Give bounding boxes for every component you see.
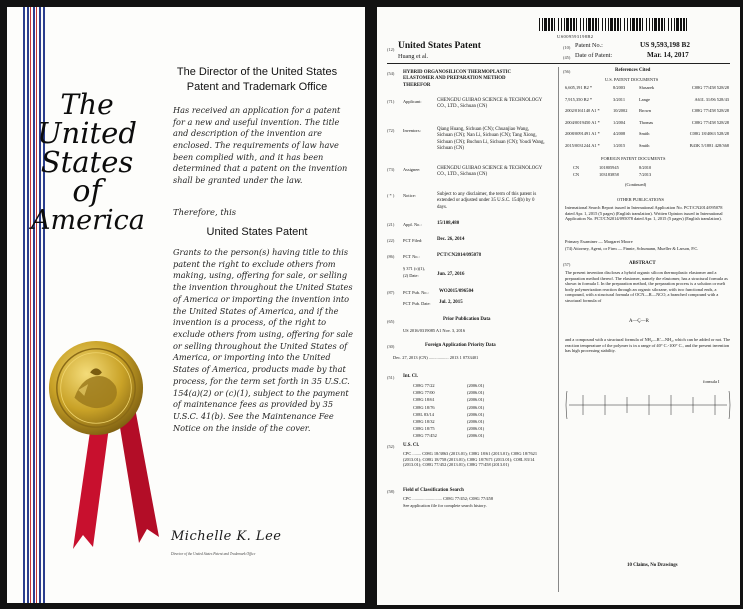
certificate-intro-paragraph: Has received an application for a patent for a new and useful invention. The title and description of the invention are enclosed. The requirements of law have been complied with, and it has been determined that a patent on the invention shall be granted under the law.: [173, 105, 348, 185]
patent-number: US 9,593,198 B2: [640, 41, 690, 49]
barcode-bar: [592, 18, 594, 31]
field-code: (65): [387, 319, 395, 324]
barcode-bar: [680, 18, 682, 31]
barcode-bar: [570, 18, 572, 31]
barcode-bar: [642, 18, 643, 31]
barcode-bar: [671, 18, 672, 31]
primary-examiner: Primary Examiner — Margaret Moore: [565, 239, 633, 244]
s371-sublabel: (2) Date:: [403, 273, 419, 278]
foreign-doc-cell: 8/2010: [639, 165, 652, 170]
barcode-bar: [639, 18, 641, 31]
pct-pub-date-value: Jul. 2, 2015: [439, 300, 463, 305]
barcode-number: US009593198B2: [557, 34, 594, 39]
notice-label: Notice:: [403, 193, 416, 198]
us-doc-cell: Brown: [639, 108, 651, 113]
int-cl-code: C08G 18/76: [413, 404, 435, 410]
attorney-agent: (74) Attorney, Agent, or Firm — Finnie, Schumann, Mueller & Larson, P.C.: [565, 246, 699, 251]
us-doc-cell: 2015/0031244 A1 *: [565, 142, 600, 148]
abstract-text-2: and a compound with a structural formula of NH₂—R'—NH₂, which can be added or not. The reaction temperature of the polymer is in a range of 40° C.-100° C., and the present invention has high processing stability.: [565, 337, 731, 353]
barcode-bar: [583, 18, 584, 31]
int-cl-version: (2006.01): [467, 404, 485, 410]
barcode-bar: [632, 18, 635, 31]
title-word: of: [72, 174, 102, 209]
barcode-bar: [664, 18, 665, 31]
appl-no-label: Appl. No.:: [403, 222, 422, 227]
us-doc-cell: C08G 77/458 528/28: [691, 85, 729, 90]
us-doc-cell: C08G 77/458 528/28: [691, 108, 729, 113]
border-stripe: [23, 7, 25, 603]
abstract-formula: A—Ç—R: [629, 319, 649, 324]
heading-line: Patent and Trademark Office: [186, 80, 328, 93]
us-doc-cell: 1/2004: [613, 119, 626, 125]
s371-date: Jun. 27, 2016: [437, 272, 465, 277]
us-doc-cell: 2002/0161140 A1 *: [565, 108, 600, 113]
inventors-short: Huang et al.: [398, 53, 429, 60]
barcode-bar: [630, 18, 631, 31]
us-doc-cell: 6,605,191 B2 *: [565, 85, 593, 90]
gold-seal-icon: [47, 339, 145, 437]
patent-date: Mar. 14, 2017: [647, 51, 689, 59]
pct-filed-value: Dec. 26, 2014: [437, 237, 465, 242]
barcode-bar: [617, 18, 619, 31]
other-publications-heading: OTHER PUBLICATIONS: [617, 197, 664, 202]
claims-count: 10 Claims, No Drawings: [627, 563, 678, 568]
us-doc-cell: A61L 31/06 528/43: [694, 96, 729, 102]
us-doc-cell: 2008/0091491 A1 *: [565, 131, 600, 136]
barcode-bar: [668, 18, 669, 31]
int-cl-label: Int. Cl.: [403, 374, 418, 379]
pct-pub-label: PCT Pub. No.:: [403, 290, 429, 295]
barcode-bar: [652, 18, 653, 31]
barcode-bar: [683, 18, 685, 31]
int-cl-version: (2006.01): [467, 419, 485, 424]
foreign-doc-cell: 7/2013: [639, 171, 652, 177]
assignee-label: Assignee:: [403, 167, 421, 172]
barcode-bar: [610, 18, 613, 31]
barcode-bar: [661, 18, 663, 31]
int-cl-version: (2006.01): [467, 411, 485, 417]
us-doc-cell: C08G 18/4063 528/28: [689, 131, 729, 136]
us-doc-cell: 3/2011: [613, 96, 626, 102]
field-code: (54): [387, 71, 395, 76]
prior-pub-heading: Prior Publication Data: [443, 317, 491, 322]
int-cl-code: C08L 83/14: [413, 411, 434, 417]
appl-no-value: 15/108,480: [437, 221, 460, 226]
barcode-bar: [620, 18, 621, 31]
heading-line: The Director of the United States: [176, 66, 338, 78]
barcode-bar: [573, 18, 575, 31]
int-cl-code: C08G 18/32: [413, 419, 435, 424]
barcode-bar: [544, 18, 547, 31]
barcode-bar: [646, 18, 647, 31]
title-word: United: [37, 116, 137, 150]
field-code: (51): [387, 375, 395, 380]
field-code: (30): [387, 344, 395, 349]
barcode-bar: [595, 18, 597, 31]
barcode-bar: [627, 18, 628, 31]
int-cl-version: (2006.01): [467, 397, 485, 403]
date-label: Date of Patent:: [575, 52, 613, 59]
barcode-bar: [539, 18, 540, 31]
pct-no-value: PCT/CN2014/095078: [437, 253, 482, 258]
barcode-bar: [566, 18, 569, 31]
us-doc-cell: 4/2008: [613, 131, 626, 136]
applicant-value: CHENGDU GUIBAO SCIENCE & TECHNOLOGY CO., LTD., Sichuan (CN): [437, 98, 543, 110]
foreign-docs-heading: FOREIGN PATENT DOCUMENTS: [601, 156, 666, 161]
united-states-of-america-title: [31, 88, 145, 236]
field-code: (71): [387, 99, 395, 104]
barcode-icon: [539, 18, 689, 31]
references-heading: References Cited: [615, 68, 651, 73]
int-cl-code: C08G 77/452: [413, 433, 437, 439]
border-stripe: [27, 7, 29, 603]
patent-no-label: Patent No.:: [575, 42, 603, 49]
certificate-patent-label: United States Patent: [206, 226, 308, 238]
barcode-bar: [580, 18, 581, 31]
int-cl-version: (2006.01): [467, 383, 485, 388]
barcode-bar: [674, 18, 675, 31]
us-doc-cell: Lange: [639, 96, 650, 102]
field-code: ( * ): [387, 193, 395, 198]
barcode-bar: [558, 18, 559, 31]
barcode-bar: [658, 18, 660, 31]
foreign-doc-cell: CN: [573, 171, 580, 177]
field-code: (21): [387, 222, 395, 227]
barcode-bar: [542, 18, 543, 31]
field-code: (72): [387, 128, 395, 133]
barcode-bar: [624, 18, 625, 31]
certificate-grant-paragraph: Grants to the person(s) having title to this patent the right to exclude others from making, using, offering for sale, or selling the invention throughout the United States of America or importing the invention into the United States of America, and if the invention is a process, of the right to exclude others from using, offering for sale or selling throughout the United States of America, or importing into the United States of America, products made by that process, for the term set forth in 35 U.S.C. 154(a)(2) or (c)(1), subject to the payment of maintenance fees as provided by 35 U.S.C. 41(b). See the Maintenance Fee Notice on the inside of the cover.: [173, 247, 353, 433]
director-signature: Michelle K. Lee: [171, 529, 282, 544]
us-doc-cell: 7,915,350 B2 *: [565, 96, 593, 102]
abstract-heading: ABSTRACT: [629, 261, 656, 266]
int-cl-code: C08G 77/00: [413, 390, 435, 396]
inventors-label: Inventors:: [403, 128, 421, 133]
structural-formula-icon: [565, 385, 731, 425]
foreign-doc-cell: CN: [573, 165, 580, 170]
us-cl-label: U.S. Cl.: [403, 443, 420, 448]
barcode-bar: [649, 18, 650, 31]
barcode-bar: [564, 18, 565, 31]
us-doc-cell: Smith: [639, 131, 650, 136]
notice-value: Subject to any disclaimer, the term of this patent is extended or adjusted under 35 U.S.C. 154(b) by 0 days.: [437, 192, 537, 210]
int-cl-version: (2006.01): [467, 433, 485, 439]
field-code: (73): [387, 167, 395, 172]
us-doc-cell: 1/2015: [613, 142, 626, 148]
field-code: (52): [387, 444, 395, 449]
us-doc-cell: Slusarek: [639, 85, 655, 90]
s371-label: § 371 (c)(1),: [403, 266, 426, 271]
pct-no-label: PCT No.:: [403, 254, 420, 259]
title-word: America: [31, 205, 145, 236]
title-word: The: [60, 88, 114, 121]
pct-pub-date-label: PCT Pub. Date:: [403, 301, 431, 306]
field-of-search-label: Field of Classification Search: [403, 488, 464, 493]
patent-header-title: United States Patent: [398, 41, 481, 51]
barcode-bar: [551, 18, 553, 31]
us-cl-value: CPC ........ C08G 18/3863 (2013.01); C08G 18/61 (2013.01); C08G 18/7621 (2013.01); C08G 18/758 (2013.01); C08G 18/7671 (2013.01); C08L 83/14 (2013.01); C08G 77/452 (2013.01); C08G 77/458 (2013.01): [403, 451, 538, 467]
barcode-bar: [654, 18, 657, 31]
prior-pub-row: US 2016/0319085 A1 Nov. 3, 2016: [403, 328, 466, 333]
barcode-bar: [636, 18, 638, 31]
us-doc-cell: Thomas: [639, 119, 654, 125]
barcode-bar: [614, 18, 616, 31]
field-code: (87): [387, 290, 395, 295]
foreign-priority-heading: Foreign Application Priority Data: [425, 343, 496, 348]
date-code: (45): [563, 55, 571, 60]
field-code: (57): [563, 262, 571, 267]
inventors-value: Qiang Huang, Sichuan (CN); Chuanjiao Wang, Sichuan (CN); Nan Li, Sichuan (CN); Tang Xiong, Sichuan (CN); Buchun Li, Sichuan (CN); Youdi Wang, Sichuan (CN): [437, 127, 545, 151]
int-cl-code: C08G 77/22: [413, 383, 435, 388]
int-cl-version: (2006.01): [467, 390, 485, 396]
us-doc-cell: 2004/0019450 A1 *: [565, 119, 600, 125]
barcode-bar: [576, 18, 577, 31]
column-divider: [558, 67, 559, 592]
certificate-therefore: Therefore, this: [173, 207, 237, 217]
certificate-heading: [157, 65, 357, 95]
foreign-priority-row: Dec. 27, 2013 (CN) .................. 2013 1 0733401: [393, 355, 479, 360]
int-cl-code: C08G 18/61: [413, 397, 435, 403]
pct-pub-value: WO2015/096504: [439, 289, 474, 294]
field-of-search-cpc: CPC ........................... C08G 77/452; C08G 77/458: [403, 496, 494, 501]
assignee-value: CHENGDU GUIBAO SCIENCE & TECHNOLOGY CO., LTD., Sichuan (CN): [437, 166, 543, 178]
continued-note: (Continued): [625, 182, 647, 187]
us-doc-cell: 8/2003: [613, 85, 626, 90]
field-code: (86): [387, 254, 395, 259]
patent-certificate-cover: [7, 7, 365, 603]
other-publications-text: International Search Report issued in International Application No. PCT/CN2014/095078 dated Apr. 1, 2015 (5 pages) (English translation). Written Opinion issued in International Application No. PCT/CN2014/095078 dated Apr. 1, 2015 (5 pages) (English translation).: [565, 205, 723, 221]
abstract-text-1: The present invention discloses a hybrid organic silicon thermoplastic elastomer and a preparation method thereof. The elastomer, namely the elastomer, has a structural formula as shown in formula I. In the preparation method, the preparation process is a solution or melt body polymerization reaction through an organic siloxane, with two functional ends, a compound, with a structural formula of OCN—R—NCO, a branched compound with a structural formula of: [565, 270, 728, 303]
foreign-doc-cell: 101805945: [599, 165, 619, 170]
barcode-bar: [554, 18, 555, 31]
barcode-bar: [605, 18, 606, 31]
barcode-bar: [608, 18, 609, 31]
kind-code: (12): [387, 47, 395, 52]
barcode-bar: [588, 18, 591, 31]
barcode-bar: [676, 18, 679, 31]
invention-title: HYBRID ORGANOSILICON THERMOPLASTIC ELASTOMER AND PREPARATION METHOD THEREFOR: [403, 70, 512, 88]
us-docs-heading: U.S. PATENT DOCUMENTS: [605, 77, 659, 82]
barcode-bar: [602, 18, 603, 31]
us-doc-cell: C08G 77/458 528/28: [691, 119, 729, 125]
applicant-label: Applicant:: [403, 99, 422, 104]
signature-caption: Director of the United States Patent and Trademark Office: [171, 552, 256, 556]
field-code: (56): [563, 69, 571, 74]
field-code: (22): [387, 238, 395, 243]
barcode-bar: [686, 18, 687, 31]
us-doc-cell: Smith: [639, 142, 650, 148]
barcode-bar: [586, 18, 587, 31]
barcode-bar: [561, 18, 562, 31]
barcode-bar: [548, 18, 550, 31]
int-cl-version: (2006.01): [467, 426, 485, 432]
us-doc-cell: B43K 5/1881 428/368: [689, 142, 729, 148]
barcode-bar: [598, 18, 599, 31]
patent-no-code: (10): [563, 45, 571, 50]
title-word: States: [40, 145, 134, 179]
formula-label: formula I: [703, 379, 720, 384]
foreign-doc-cell: 103183858: [599, 171, 619, 177]
header-rule: [387, 63, 730, 64]
patent-document-page: [377, 7, 740, 605]
int-cl-code: C08G 18/75: [413, 426, 435, 432]
pct-filed-label: PCT Filed:: [403, 238, 423, 243]
field-code: (58): [387, 489, 395, 494]
field-of-search-note: See application file for complete search history.: [403, 503, 487, 508]
us-doc-cell: 10/2002: [613, 108, 628, 113]
